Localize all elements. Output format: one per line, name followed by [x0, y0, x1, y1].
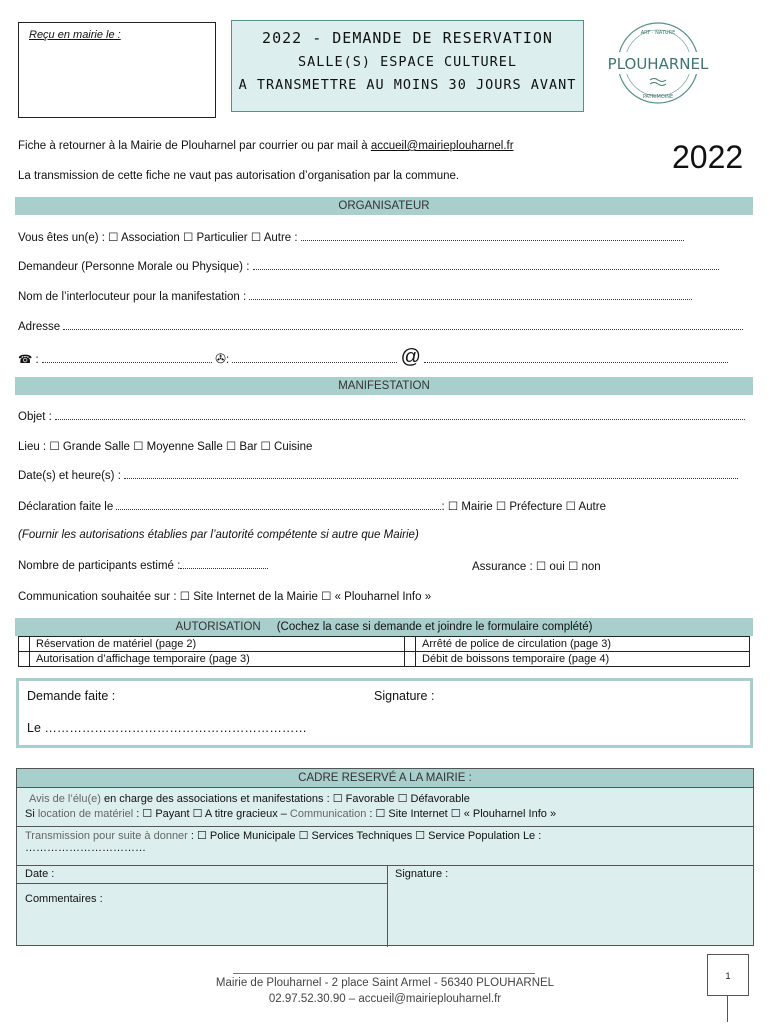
page-marker-line	[727, 996, 728, 1022]
title-box	[231, 20, 584, 112]
logo-ring-bottom: PATRIMOINE	[642, 94, 674, 100]
interlocuteur-row[interactable]: Nom de l’interlocuteur pour la manifestation :	[18, 290, 692, 303]
contact-row[interactable]: ☎ : ✇: @	[18, 346, 728, 369]
autorisation-note: (Fournir les autorisations établies par l’autorité compétente si autre que Mairie)	[18, 529, 419, 541]
phone-field[interactable]	[42, 353, 212, 363]
declaration-row[interactable]: Déclaration faite le : ☐ Mairie ☐ Préfecture ☐ Autre	[18, 501, 606, 513]
checkbox[interactable]	[405, 652, 416, 667]
phone-icon: ☎ :	[18, 354, 39, 366]
title-line3: A TRANSMETTRE AU MOINS 30 JOURS AVANT	[238, 77, 577, 93]
intro-line1: Fiche à retourner à la Mairie de Plouharnel par courrier ou par mail à accueil@mairieplouharnel.fr	[18, 140, 514, 152]
autorisation-item: Réservation de matériel (page 2)	[30, 637, 405, 652]
interlocuteur-field[interactable]	[249, 290, 692, 300]
recu-label: Reçu en mairie le :	[29, 29, 121, 41]
autorisation-table	[18, 636, 750, 667]
demande-le-label: Le ………………………………………………………	[27, 721, 307, 735]
fax-icon: ✇	[215, 351, 227, 366]
intro-line2: La transmission de cette fiche ne vaut pas autorisation d’organisation par la commune.	[18, 170, 460, 182]
communication-options[interactable]: Communication souhaitée sur : ☐ Site Internet de la Mairie ☐ « Plouharnel Info »	[18, 591, 432, 603]
avis-row[interactable]: Avis de l’élu(e) en charge des associations et manifestations : ☐ Favorable ☐ Défavorable	[29, 793, 470, 805]
fax-field[interactable]	[232, 353, 397, 363]
participants-row[interactable]: Nombre de participants estimé :	[18, 559, 268, 572]
footer-contact: 02.97.52.30.90 – accueil@mairieplouharnel.fr	[268, 993, 502, 1005]
manifestation-band: MANIFESTATION	[15, 377, 753, 395]
autorisation-item: Débit de boissons temporaire (page 4)	[416, 652, 750, 667]
title-line2: SALLE(S) ESPACE CULTUREL	[297, 54, 518, 70]
checkbox[interactable]	[405, 637, 416, 652]
objet-row[interactable]: Objet :	[18, 410, 745, 423]
cadre-mairie	[16, 768, 754, 946]
table-row	[19, 637, 750, 652]
autorisation-item: Autorisation d’affichage temporaire (page 3)	[30, 652, 405, 667]
autorisation-band: AUTORISATION (Cochez la case si demande et joindre le formulaire complété)	[15, 618, 753, 636]
date-signature-section	[17, 865, 753, 947]
autorisation-band-note: (Cochez la case si demande et joindre le formulaire complété)	[276, 621, 593, 633]
footer-address: Mairie de Plouharnel - 2 place Saint Armel - 56340 PLOUHARNEL	[215, 977, 555, 989]
declaration-field[interactable]	[116, 500, 441, 510]
location-row[interactable]: Si location de matériel : ☐ Payant ☐ A titre gracieux – Communication : ☐ Site Internet ☐ « Plouharnel Info »	[25, 808, 557, 820]
title-line1: 2022 - DEMANDE DE RESERVATION	[262, 29, 553, 47]
assurance-options[interactable]: Assurance : ☐ oui ☐ non	[472, 561, 601, 573]
adresse-field[interactable]	[63, 320, 743, 330]
transmission-row[interactable]: Transmission pour suite à donner : ☐ Police Municipale ☐ Services Techniques ☐ Service Population Le : ……………………………	[17, 826, 753, 854]
year-label: 2022	[672, 139, 744, 175]
objet-field[interactable]	[55, 410, 745, 420]
mail-field[interactable]	[424, 353, 728, 363]
table-row	[19, 652, 750, 667]
mairie-signature-label: Signature :	[395, 868, 449, 880]
adresse-row[interactable]: Adresse	[18, 320, 743, 333]
date-label: Date :	[25, 868, 55, 880]
demande-box[interactable]	[16, 678, 753, 748]
mail-icon: @	[400, 346, 421, 368]
recu-en-mairie-box	[18, 22, 216, 118]
autre-field[interactable]	[301, 231, 684, 241]
signature-label: Signature :	[374, 689, 435, 703]
checkbox[interactable]	[19, 637, 30, 652]
dates-row[interactable]: Date(s) et heure(s) :	[18, 469, 738, 482]
dates-field[interactable]	[124, 469, 738, 479]
logo-text: PLOUHARNEL	[607, 55, 709, 73]
logo-ring-top: ART · NATURE	[640, 30, 676, 36]
footer-divider	[233, 973, 535, 974]
commentaires-label: Commentaires :	[25, 893, 103, 905]
demandeur-row[interactable]: Demandeur (Personne Morale ou Physique) :	[18, 260, 719, 273]
checkbox[interactable]	[19, 652, 30, 667]
organisateur-band: ORGANISATEUR	[15, 197, 753, 215]
demandeur-field[interactable]	[253, 260, 719, 270]
demande-faite-label: Demande faite :	[27, 689, 116, 703]
autorisation-item: Arrêté de police de circulation (page 3)	[416, 637, 750, 652]
participants-field[interactable]	[180, 559, 268, 569]
vous-etes-row[interactable]: Vous êtes un(e) : ☐ Association ☐ Particulier ☐ Autre :	[18, 230, 684, 244]
cadre-mairie-band: CADRE RESERVÉ A LA MAIRIE :	[17, 769, 753, 788]
email-link[interactable]: accueil@mairieplouharnel.fr	[370, 140, 514, 152]
plouharnel-logo	[594, 18, 722, 108]
page-number: 1	[707, 954, 749, 996]
lieu-options[interactable]: Lieu : ☐ Grande Salle ☐ Moyenne Salle ☐ Bar ☐ Cuisine	[18, 441, 313, 453]
